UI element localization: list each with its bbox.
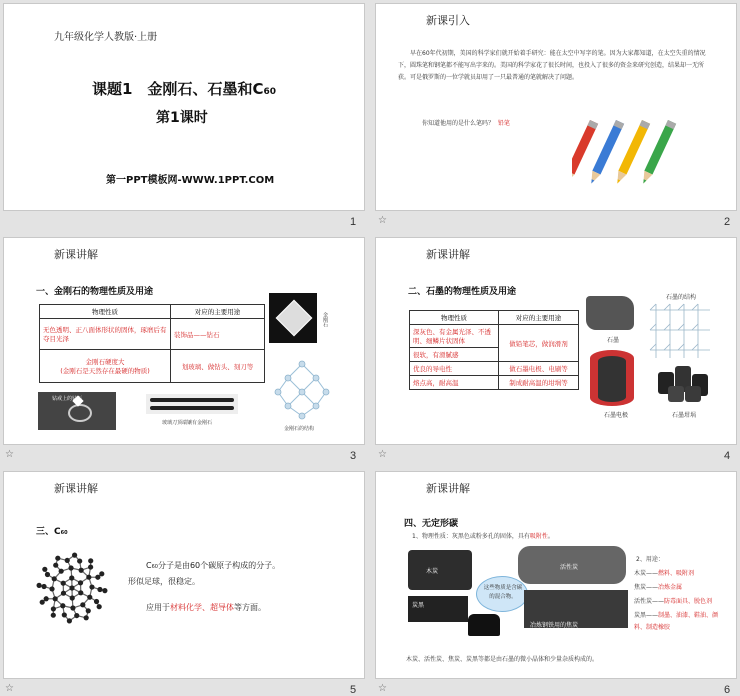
carbon-atom: [97, 604, 102, 609]
slide-1-title: 课题1 金刚石、石墨和C60: [92, 78, 276, 99]
glass-cutter-caption: 玻璃刀顶端镶有金刚石: [162, 419, 212, 426]
carbon-atom: [37, 583, 42, 588]
table-header: 物理性质: [410, 311, 499, 325]
table-header: 对应的主要用途: [499, 311, 579, 325]
carbon-atom: [72, 553, 77, 558]
charcoal-label: 木炭: [426, 566, 438, 575]
carbon-atom: [95, 575, 100, 580]
slide-3-section-title: 一、金刚石的物理性质及用途: [36, 284, 153, 297]
carbon-atom: [79, 568, 84, 573]
diamond-vertical-label: 金刚石: [322, 312, 329, 327]
table-cell: 装饰品——钻石: [171, 319, 265, 350]
table-cell: 优良的导电性: [410, 362, 499, 376]
carbon-atom: [40, 600, 45, 605]
bubble-text: 这些物质是含碳的混合物。: [482, 584, 524, 602]
slide-6-thumbnail[interactable]: [375, 471, 737, 679]
carbon-atom: [59, 569, 64, 574]
carbon-black-label: 炭黑: [412, 600, 424, 609]
carbon-atom: [61, 591, 66, 596]
slide-4-section-title: 二、石墨的物理性质及用途: [408, 284, 516, 297]
carbon-atom: [53, 563, 58, 568]
table-cell: 金刚石硬度大 (金刚石是天然存在最硬的物质): [40, 350, 171, 383]
slide-6-transition-icon[interactable]: ☆: [378, 683, 387, 694]
carbon-atom: [84, 615, 89, 620]
table-cell: 无色透明、正八面体形状的固体，琢磨后有夺目光泽: [40, 319, 171, 350]
slide-1-lesson: 第1课时: [156, 107, 208, 127]
slide-5-section-title: 三、C60: [36, 524, 68, 537]
carbon-atom: [87, 595, 92, 600]
carbon-atom: [45, 572, 50, 577]
carbon-atom: [69, 585, 74, 590]
slide-5-header: 新课讲解: [54, 480, 98, 496]
graphite-rock-photo: [586, 296, 634, 330]
glass-cutter-photo: [146, 394, 238, 414]
graphite-structure-diagram: [646, 300, 714, 362]
slide-3-thumbnail[interactable]: [3, 237, 365, 445]
table-cell: 划玻璃、做钻头、刻刀等: [171, 350, 265, 383]
slide-6-number: 6: [724, 684, 730, 696]
slide-2-transition-icon[interactable]: ☆: [378, 215, 387, 226]
carbon-atom: [61, 581, 66, 586]
carbon-atom: [69, 575, 74, 580]
slide-1-footer: 第一PPT模板网-WWW.1PPT.COM: [106, 171, 274, 186]
slide-2-number: 2: [724, 216, 730, 228]
diamond-property-table: [39, 304, 265, 383]
ink-bottle-photo: [468, 614, 500, 636]
diamond-ring-caption: 钻戒上的钻石: [52, 395, 82, 402]
slide-2-question: 你知道他用的是什么笔吗？ 铅笔: [422, 118, 510, 127]
slide-3-header: 新课讲解: [54, 246, 98, 262]
carbon-atom: [78, 580, 83, 585]
slide-2-header: 新课引入: [426, 12, 470, 28]
c60-molecule-diagram: [36, 552, 108, 624]
carbon-atom: [42, 567, 47, 572]
graphite-caption: 石墨: [607, 335, 619, 344]
charcoal-photo: [408, 550, 472, 590]
carbon-atom: [88, 564, 93, 569]
carbon-atom: [97, 587, 102, 592]
graphite-electrode-photo: [590, 350, 634, 406]
carbon-atom: [53, 596, 58, 601]
table-header: 对应的主要用途: [171, 305, 265, 319]
carbon-atom: [99, 571, 104, 576]
carbon-atom: [65, 558, 70, 563]
use-charcoal: 木炭——燃料、吸附剂: [634, 568, 694, 577]
carbon-atom: [94, 599, 99, 604]
carbon-atom: [51, 606, 56, 611]
graphite-electrode-caption: 石墨电极: [604, 410, 628, 419]
c60-applications-line: 应用于材料化学、超导体等方面。: [146, 602, 266, 613]
c60-description-line-2: 形似足球，很稳定。: [128, 576, 200, 587]
slide-5-transition-icon[interactable]: ☆: [5, 683, 14, 694]
table-header: 物理性质: [40, 305, 171, 319]
carbon-atom: [77, 558, 82, 563]
carbon-atom: [44, 596, 49, 601]
amorphous-carbon-note: 木炭、活性炭、焦炭、炭黑等都是由石墨的微小晶体和少量杂质构成的。: [406, 654, 598, 663]
slide-6-header: 新课讲解: [426, 480, 470, 496]
c60-description-line-1: C60分子是由60个碳原子构成的分子。: [146, 560, 280, 571]
carbon-atom: [41, 584, 46, 589]
diamond-crystal-photo: [269, 293, 317, 343]
graphite-property-table: [409, 310, 579, 390]
diamond-structure-diagram: [270, 358, 334, 422]
carbon-atom: [70, 595, 75, 600]
graphite-structure-caption: 石墨的结构: [666, 292, 696, 301]
carbon-atom: [89, 584, 94, 589]
carbon-atom: [67, 618, 72, 623]
slide-2-thumbnail[interactable]: [375, 3, 737, 211]
table-cell: 制成耐高温的坩埚等: [499, 376, 579, 390]
use-activated-carbon: 活性炭——防毒面具、脱色剂: [634, 596, 712, 605]
slide-2-paragraph: 早在60年代初期，美国的科学家们就开始着手研究：能在太空中写字的笔。因为大家都知道，在太空失重的情况下，圆珠笔和钢笔都不能写出字来的。美国的科学家花了很长时间，也投入了很多的资金来研究创造，结果却一无所获。可是俄罗斯的一位学就员却用了一只最普通的笔就解决了问题。: [398, 48, 713, 84]
slide-4-number: 4: [724, 450, 730, 462]
carbon-atom: [78, 590, 83, 595]
carbon-atom: [55, 556, 60, 561]
slide-3-transition-icon[interactable]: ☆: [5, 449, 14, 460]
slide-4-transition-icon[interactable]: ☆: [378, 449, 387, 460]
slide-5-thumbnail[interactable]: [3, 471, 365, 679]
carbon-atom: [86, 608, 91, 613]
slide-1-number: 1: [350, 216, 356, 228]
colored-pencils-image: [572, 116, 700, 196]
table-cell: 熔点高，耐高温: [410, 376, 499, 390]
carbon-atom: [49, 586, 54, 591]
coke-label: 冶炼钢铁用的焦炭: [530, 620, 578, 629]
carbon-atom: [51, 613, 56, 618]
slide-4-thumbnail[interactable]: [375, 237, 737, 445]
table-cell: 很软，有滑腻感: [410, 348, 499, 362]
slide-3-number: 3: [350, 450, 356, 462]
graphite-crucible-photo: [658, 362, 708, 402]
carbon-atom: [86, 575, 91, 580]
activated-carbon-label: 活性炭: [560, 562, 578, 571]
carbon-atom: [74, 613, 79, 618]
table-cell: 做铅笔芯，做润滑剂: [499, 325, 579, 362]
carbon-atom: [88, 558, 93, 563]
uses-title: 2、用途：: [636, 554, 664, 563]
carbon-atom: [60, 603, 65, 608]
carbon-atom: [68, 565, 73, 570]
carbon-atom: [80, 602, 85, 607]
use-coke: 焦炭——冶炼金属: [634, 582, 682, 591]
carbon-atom: [70, 605, 75, 610]
slide-5-number: 5: [350, 684, 356, 696]
slide-1-subtitle: 九年级化学人教版·上册: [54, 28, 157, 43]
amorphous-carbon-property: 1、物理性质：灰黑色或粉多孔的固体，具有吸附性。: [412, 531, 554, 540]
carbon-atom: [102, 588, 107, 593]
slide-1-thumbnail[interactable]: [3, 3, 365, 211]
use-carbon-black: 炭黑——制墨、油漆、鞋油、颜料、制造橡胶: [634, 610, 730, 634]
table-cell: 做石墨电极、电刷等: [499, 362, 579, 376]
slide-4-header: 新课讲解: [426, 246, 470, 262]
carbon-atom: [62, 612, 67, 617]
diamond-structure-caption: 金刚石的结构: [284, 425, 314, 432]
table-cell: 深灰色、有金属光泽、不透明、细鳞片状固体: [410, 325, 499, 348]
graphite-crucible-caption: 石墨坩埚: [672, 410, 696, 419]
slide-6-section-title: 四、无定形碳: [404, 516, 458, 529]
carbon-atom: [52, 576, 57, 581]
